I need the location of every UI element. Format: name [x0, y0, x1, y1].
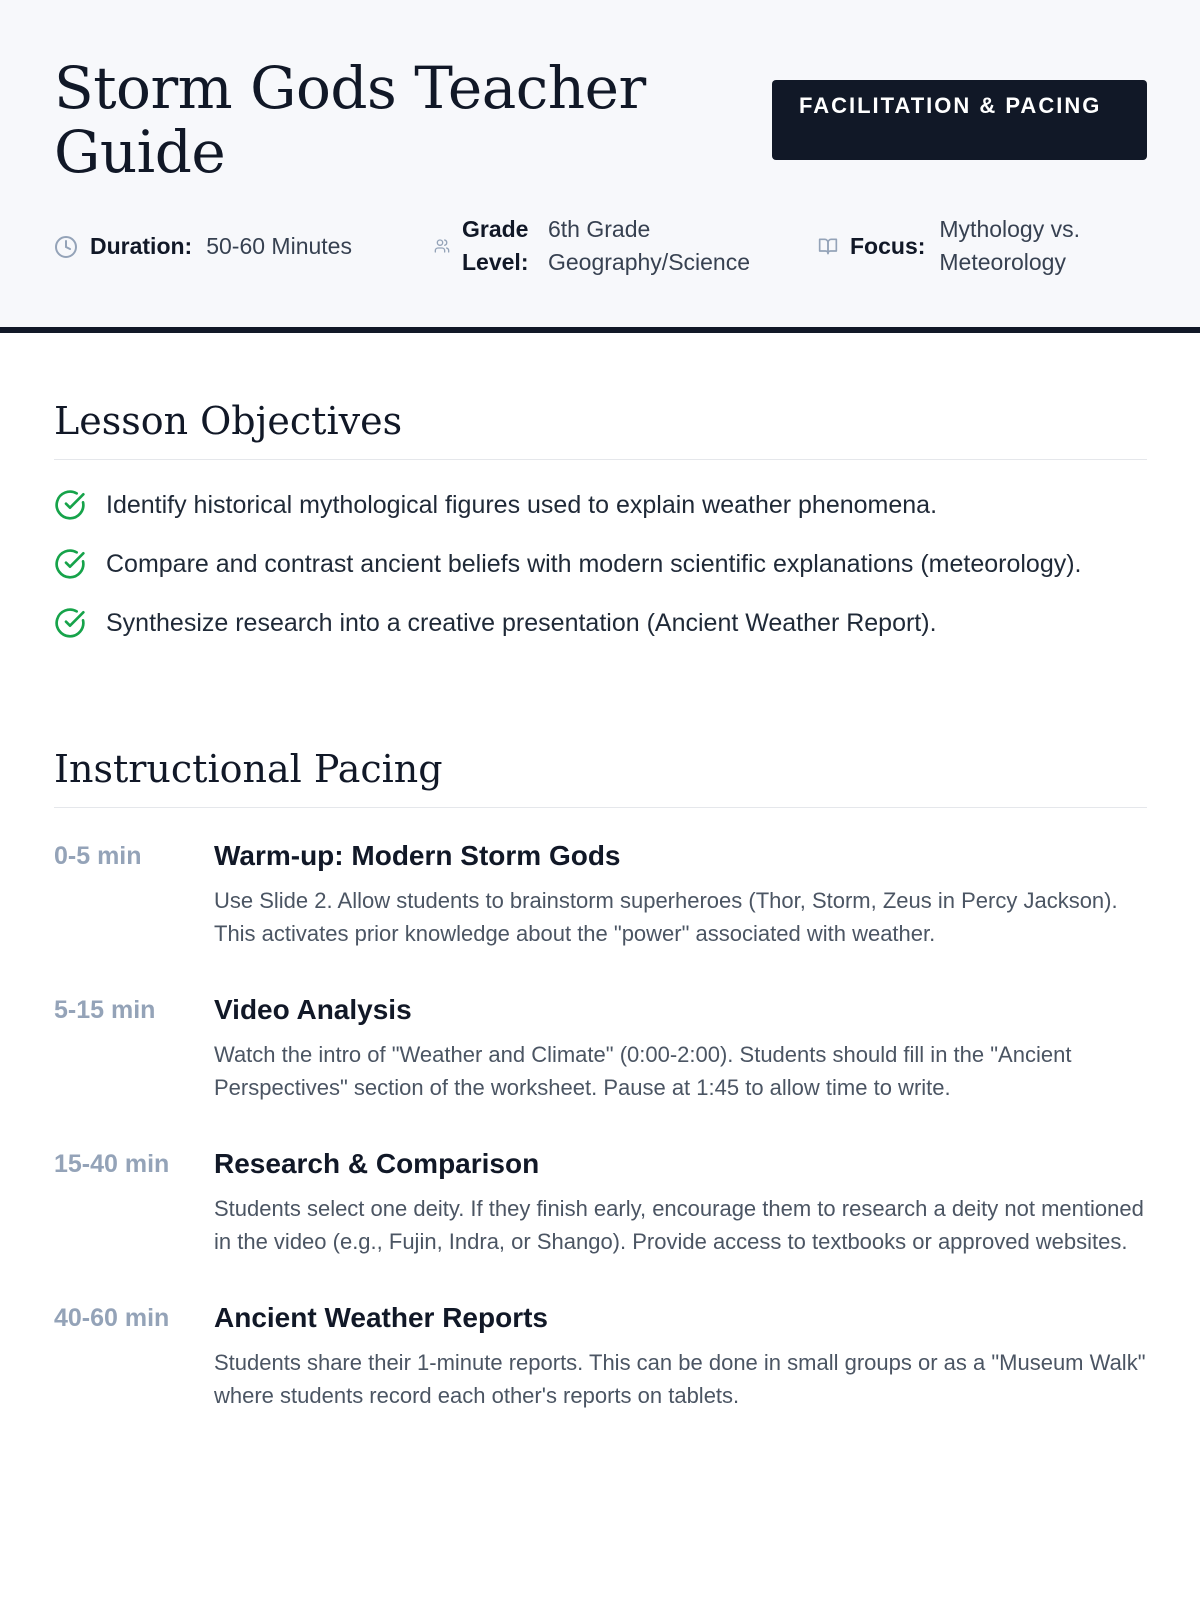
pacing-heading: Instructional Pacing: [54, 745, 1147, 808]
objective-text: Compare and contrast ancient beliefs with modern scientific explanations (meteorology).: [106, 550, 1082, 578]
section-badge: FACILITATION & PACING: [772, 80, 1147, 160]
duration-label: Duration:: [90, 233, 193, 259]
objectives-list: [54, 485, 1147, 662]
objective-item: [54, 544, 1147, 584]
focus-value: Mythology vs. Meteorology: [939, 216, 1080, 275]
page-title: Storm Gods Teacher Guide: [54, 54, 646, 186]
step-time: 15-40 min: [54, 1150, 170, 1178]
step-content: [214, 990, 1147, 1104]
objective-text: Identify historical mythological figures used to explain weather phenomena.: [106, 491, 938, 519]
step-content: [214, 836, 1147, 950]
pacing-step: [54, 990, 1147, 1104]
step-title: Warm-up: Modern Storm Gods: [214, 840, 621, 871]
pacing-step: [54, 1298, 1147, 1412]
objective-item: [54, 485, 1147, 525]
step-description: Watch the intro of "Weather and Climate" (0:00-2:00). Students should fill in the "Ancient Perspectives" section of the worksheet. Pause at 1:45 to allow time to write.: [214, 1042, 1072, 1100]
step-content: [214, 1144, 1147, 1258]
objective-item: [54, 603, 1147, 643]
step-content: [214, 1298, 1147, 1412]
clock-icon: [54, 235, 78, 259]
step-time: 40-60 min: [54, 1304, 170, 1332]
meta-focus: [818, 213, 1109, 279]
step-title: Ancient Weather Reports: [214, 1302, 548, 1333]
pacing-step: [54, 836, 1147, 950]
grade-level-value: 6th Grade Geography/Science: [548, 216, 751, 275]
step-description: Students share their 1-minute reports. This can be done in small groups or as a "Museum Walk" where students record each other's reports on tablets.: [214, 1350, 1146, 1408]
meta-duration: [54, 230, 352, 263]
focus-label: Focus:: [850, 232, 926, 259]
objectives-heading: Lesson Objectives: [54, 397, 1147, 460]
step-description: Students select one deity. If they finish early, encourage them to research a deity not mentioned in the video (e.g., Fujin, Indra, or Shango). Provide access to textbooks or approved websites.: [214, 1196, 1144, 1254]
check-circle-icon: [54, 485, 88, 525]
objective-text: Synthesize research into a creative presentation (Ancient Weather Report).: [106, 609, 937, 637]
step-description: Use Slide 2. Allow students to brainstorm superheroes (Thor, Storm, Zeus in Percy Jackson). This activates prior knowledge about the "power" associated with weather.: [214, 888, 1118, 946]
meta-grade-level: [434, 213, 768, 279]
step-title: Video Analysis: [214, 994, 412, 1025]
pacing-step: [54, 1144, 1147, 1258]
book-open-icon: [818, 236, 838, 256]
step-title: Research & Comparison: [214, 1148, 540, 1179]
users-icon: [434, 238, 450, 254]
check-circle-icon: [54, 544, 88, 584]
duration-value: 50-60 Minutes: [206, 233, 352, 259]
pacing-timeline: [54, 836, 1147, 1452]
step-time: 0-5 min: [54, 842, 142, 870]
check-circle-icon: [54, 603, 88, 643]
step-time: 5-15 min: [54, 996, 156, 1024]
guide-header: [0, 0, 1200, 333]
grade-level-label: Grade Level:: [462, 216, 529, 275]
